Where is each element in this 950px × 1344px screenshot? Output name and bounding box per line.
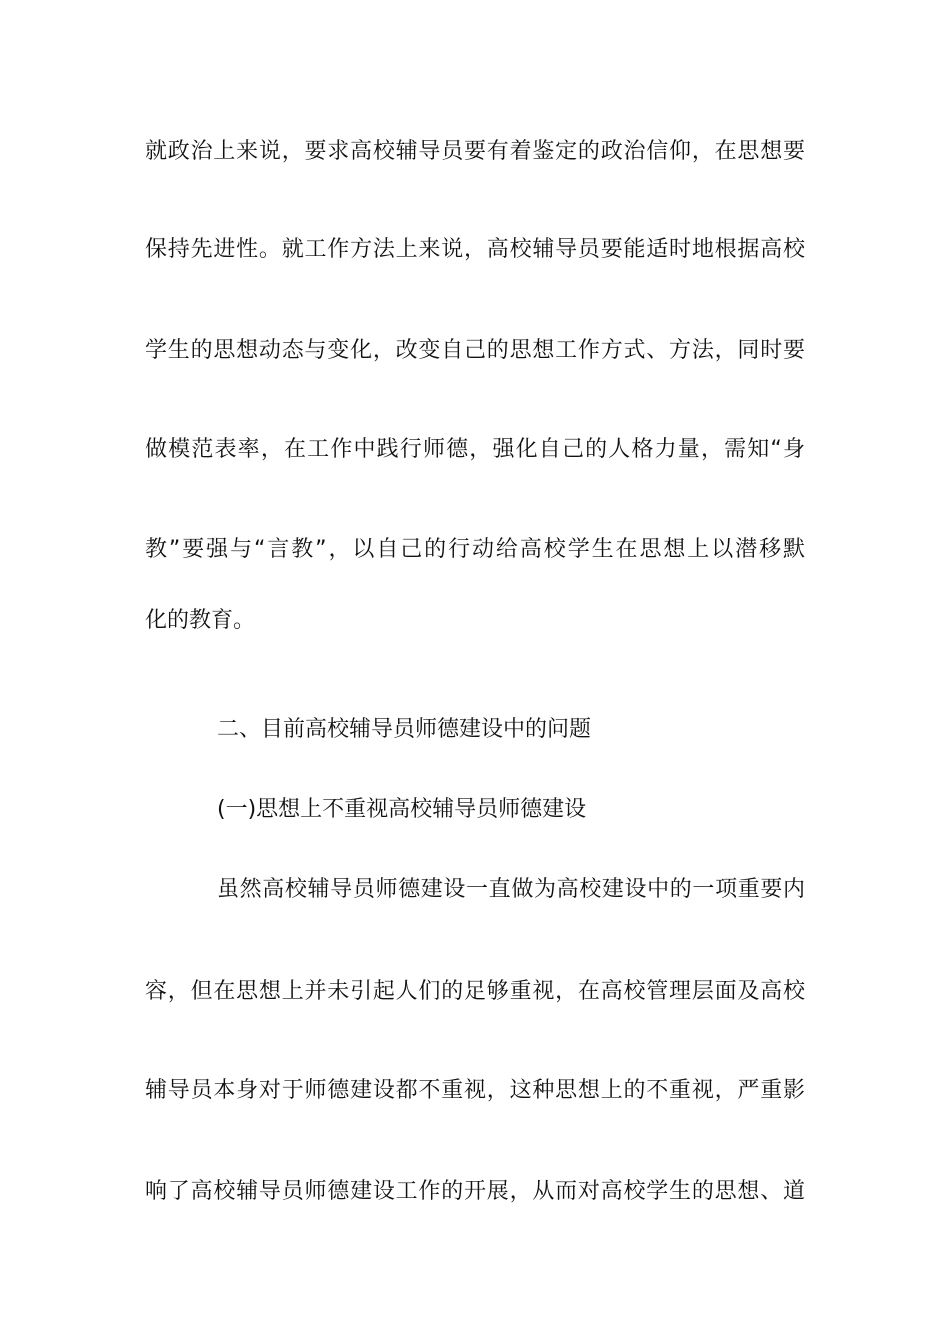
- body-text-line: 学生的思想动态与变化，改变自己的思想工作方式、方法，同时要: [145, 338, 805, 363]
- section-heading: 二、目前高校辅导员师德建设中的问题: [217, 717, 592, 742]
- body-text-line: 响了高校辅导员师德建设工作的开展，从而对高校学生的思想、道: [145, 1179, 805, 1204]
- paragraph-first-line: 虽然高校辅导员师德建设一直做为高校建设中的一项重要内: [217, 877, 805, 902]
- body-text-line: 化的教育。: [145, 608, 256, 633]
- subsection-heading: (一)思想上不重视高校辅导员师德建设: [217, 797, 587, 822]
- body-text-line: 辅导员本身对于师德建设都不重视，这种思想上的不重视，严重影: [145, 1078, 805, 1103]
- body-text-line: 就政治上来说，要求高校辅导员要有着鉴定的政治信仰，在思想要: [145, 139, 805, 164]
- body-text-line: 教”要强与“言教”，以自己的行动给高校学生在思想上以潜移默: [145, 537, 805, 562]
- body-text-line: 保持先进性。就工作方法上来说，高校辅导员要能适时地根据高校: [145, 237, 805, 262]
- body-text-line: 容，但在思想上并未引起人们的足够重视，在高校管理层面及高校: [145, 979, 805, 1004]
- body-text-line: 做模范表率，在工作中践行师德，强化自己的人格力量，需知“身: [145, 437, 805, 462]
